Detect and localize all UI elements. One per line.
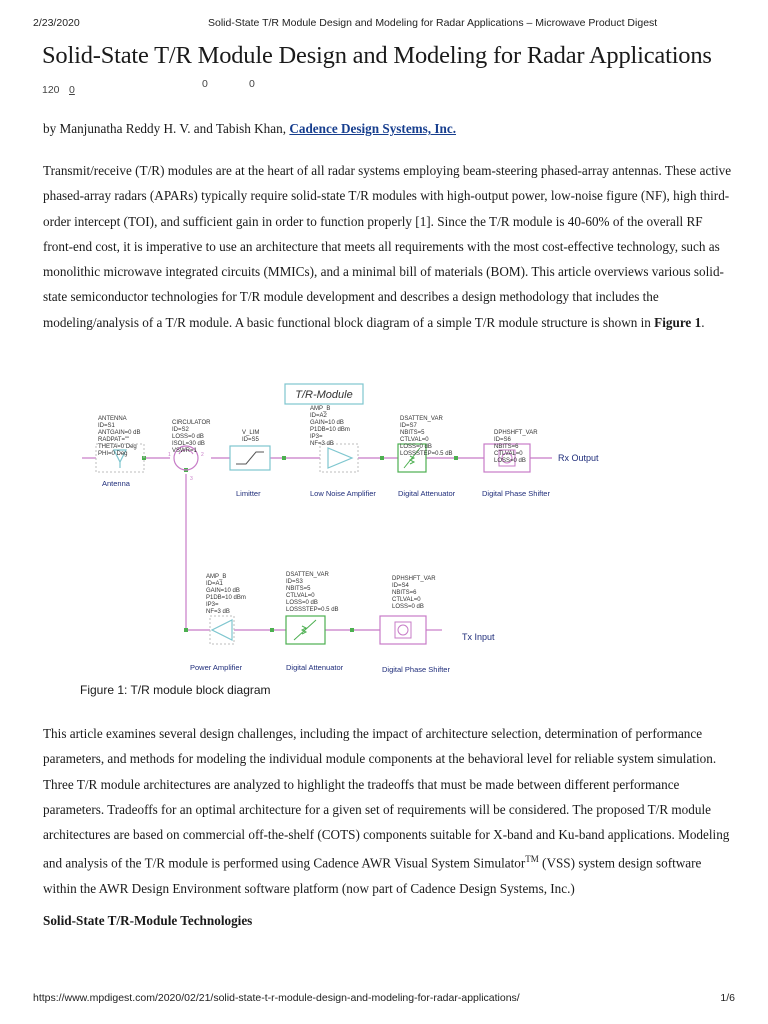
trademark: TM: [525, 854, 539, 865]
svg-text:AMP_BID=A1GAIN=10 dBP1DB=10 dB: AMP_B ID=A1 GAIN=10 dB P1DB=10 dBm IP3= NF=3 dB: [206, 574, 246, 615]
company-link[interactable]: Cadence Design Systems, Inc.: [289, 121, 457, 136]
print-date: 2/23/2020: [33, 17, 80, 29]
rx-phase-shifter-block: [482, 430, 550, 498]
svg-text:3: 3: [190, 476, 193, 482]
share-count: 120: [42, 84, 60, 96]
rx-output-label: Rx Output: [558, 453, 599, 463]
share-link[interactable]: 0: [69, 84, 75, 96]
tx-attenuator-block: [286, 572, 344, 672]
share-link[interactable]: 0: [202, 78, 208, 90]
svg-text:2: 2: [201, 452, 204, 458]
svg-text:V_LIMID=S5: V_LIM ID=S5: [242, 430, 260, 443]
antenna-block: [96, 416, 144, 488]
power-amplifier-label: Power Amplifier: [190, 663, 243, 672]
section-heading: Solid-State T/R-Module Technologies: [43, 913, 253, 928]
antenna-label: Antenna: [102, 479, 130, 488]
paragraph-text: This article examines several design challenges, including the impact of architecture selection, determination of performance parameters, and methods for modeling the individual module components at the behavioral level for reliable system simulation. Three T/R module architectures are analyzed to highlight the tradeoffs that must be made between different performance parameters. Tradeoffs for an optimal architecture for a given set of requirements will be considered. The proposed T/R module architectures are based on commercial off-the-shelf (COTS) components suitable for X-band and Ku-band applications. Modeling and analysis of the T/R module is performed using Cadence AWR Visual System Simulator: [43, 726, 730, 871]
tx-input-label: Tx Input: [462, 632, 495, 642]
rx-attenuator-block: [398, 416, 456, 498]
svg-text:DSATTEN_VARID=S7NBITS=5CTLVAL=: DSATTEN_VAR ID=S7 NBITS=5 CTLVAL=0 LOSS=0 dB LOSSSTEP=0.5 dB: [400, 416, 453, 457]
svg-text:AMP_BID=A2GAIN=10 dBP1DB=10 dB: AMP_B ID=A2 GAIN=10 dB P1DB=10 dBm IP3= NF=3 dB: [310, 406, 350, 447]
share-link[interactable]: 0: [249, 78, 255, 90]
svg-text:ANTENNAID=S1ANTGAIN=0 dBRADPAT: ANTENNA ID=S1 ANTGAIN=0 dB RADPAT="" THETA=0 Deg PHI=0 Deg: [98, 416, 141, 457]
paragraph-text: (VSS) system design software within the AWR Design Environment software platform (now part of Cadence Design Systems, Inc.): [43, 855, 702, 897]
svg-text:1: 1: [168, 452, 171, 458]
paragraph-intro: [43, 158, 733, 335]
figure-caption: Figure 1: T/R module block diagram: [80, 683, 271, 697]
limiter-block: [230, 430, 270, 498]
byline-authors: by Manjunatha Reddy H. V. and Tabish Khan,: [43, 121, 290, 136]
rx-attenuator-label: Digital Attenuator: [398, 489, 456, 498]
paragraph-end: .: [701, 314, 705, 330]
power-amplifier-block: [190, 574, 246, 672]
byline: [43, 121, 456, 137]
svg-text:CIRCULATORID=S2LOSS=0 dBISOL=3: CIRCULATOR ID=S2 LOSS=0 dB ISOL=30 dB VSWR=1: [172, 420, 211, 454]
page-number: 1/6: [720, 992, 735, 1004]
tx-phase-shifter-label: Digital Phase Shifter: [382, 665, 450, 674]
rx-phase-shifter-label: Digital Phase Shifter: [482, 489, 550, 498]
svg-text:DPHSHFT_VARID=S6NBITS=6CTLVAL=: DPHSHFT_VAR ID=S6 NBITS=6 CTLVAL=0 LOSS=0 dB: [494, 430, 538, 464]
article-title: Solid-State T/R Module Design and Modeling for Radar Applications: [42, 42, 712, 69]
diagram-title: T/R-Module: [295, 389, 353, 401]
tx-attenuator-label: Digital Attenuator: [286, 663, 344, 672]
paragraph-overview: [43, 721, 733, 901]
circulator-block: [168, 420, 211, 482]
page-url: https://www.mpdigest.com/2020/02/21/solid-state-t-r-module-design-and-modeling-for-radar-applications/: [33, 992, 520, 1004]
svg-text:DPHSHFT_VARID=S4NBITS=6CTLVAL=: DPHSHFT_VAR ID=S4 NBITS=6 CTLVAL=0 LOSS=0 dB: [392, 576, 436, 610]
paragraph-text: Transmit/receive (T/R) modules are at the heart of all radar systems employing beam-steering phased-array antennas. These active phased-array radars (APARs) typically require solid-state T/R modules with high-output power, low-noise figure (NF), high third-order intercept (TOI), and sufficient gain in order to function properly [1]. Since the T/R module is 40-60% of the overall RF front-end cost, it is imperative to use an architecture that meets all requirements with the most cost-effective technology, such as monolithic microwave integrated circuits (MMICs), and a minimal bill of materials (BOM). This article overviews various solid-state semiconductor technologies for T/R module development and describes a design methodology that includes the modeling/analysis of a T/R module. A basic functional block diagram of a simple T/R module structure is shown in: [43, 163, 732, 330]
lna-block: [310, 406, 376, 498]
limiter-label: Limitter: [236, 489, 261, 498]
lna-label: Low Noise Amplifier: [310, 489, 376, 498]
block-diagram: [80, 378, 640, 676]
svg-text:DSATTEN_VARID=S3NBITS=5CTLVAL=: DSATTEN_VAR ID=S3 NBITS=5 CTLVAL=0 LOSS=0 dB LOSSSTEP=0.5 dB: [286, 572, 339, 613]
tx-phase-shifter-block: [380, 576, 450, 674]
figure-reference: Figure 1: [654, 314, 702, 330]
print-page-title: Solid-State T/R Module Design and Modeling for Radar Applications – Microwave Product Digest: [208, 17, 658, 29]
